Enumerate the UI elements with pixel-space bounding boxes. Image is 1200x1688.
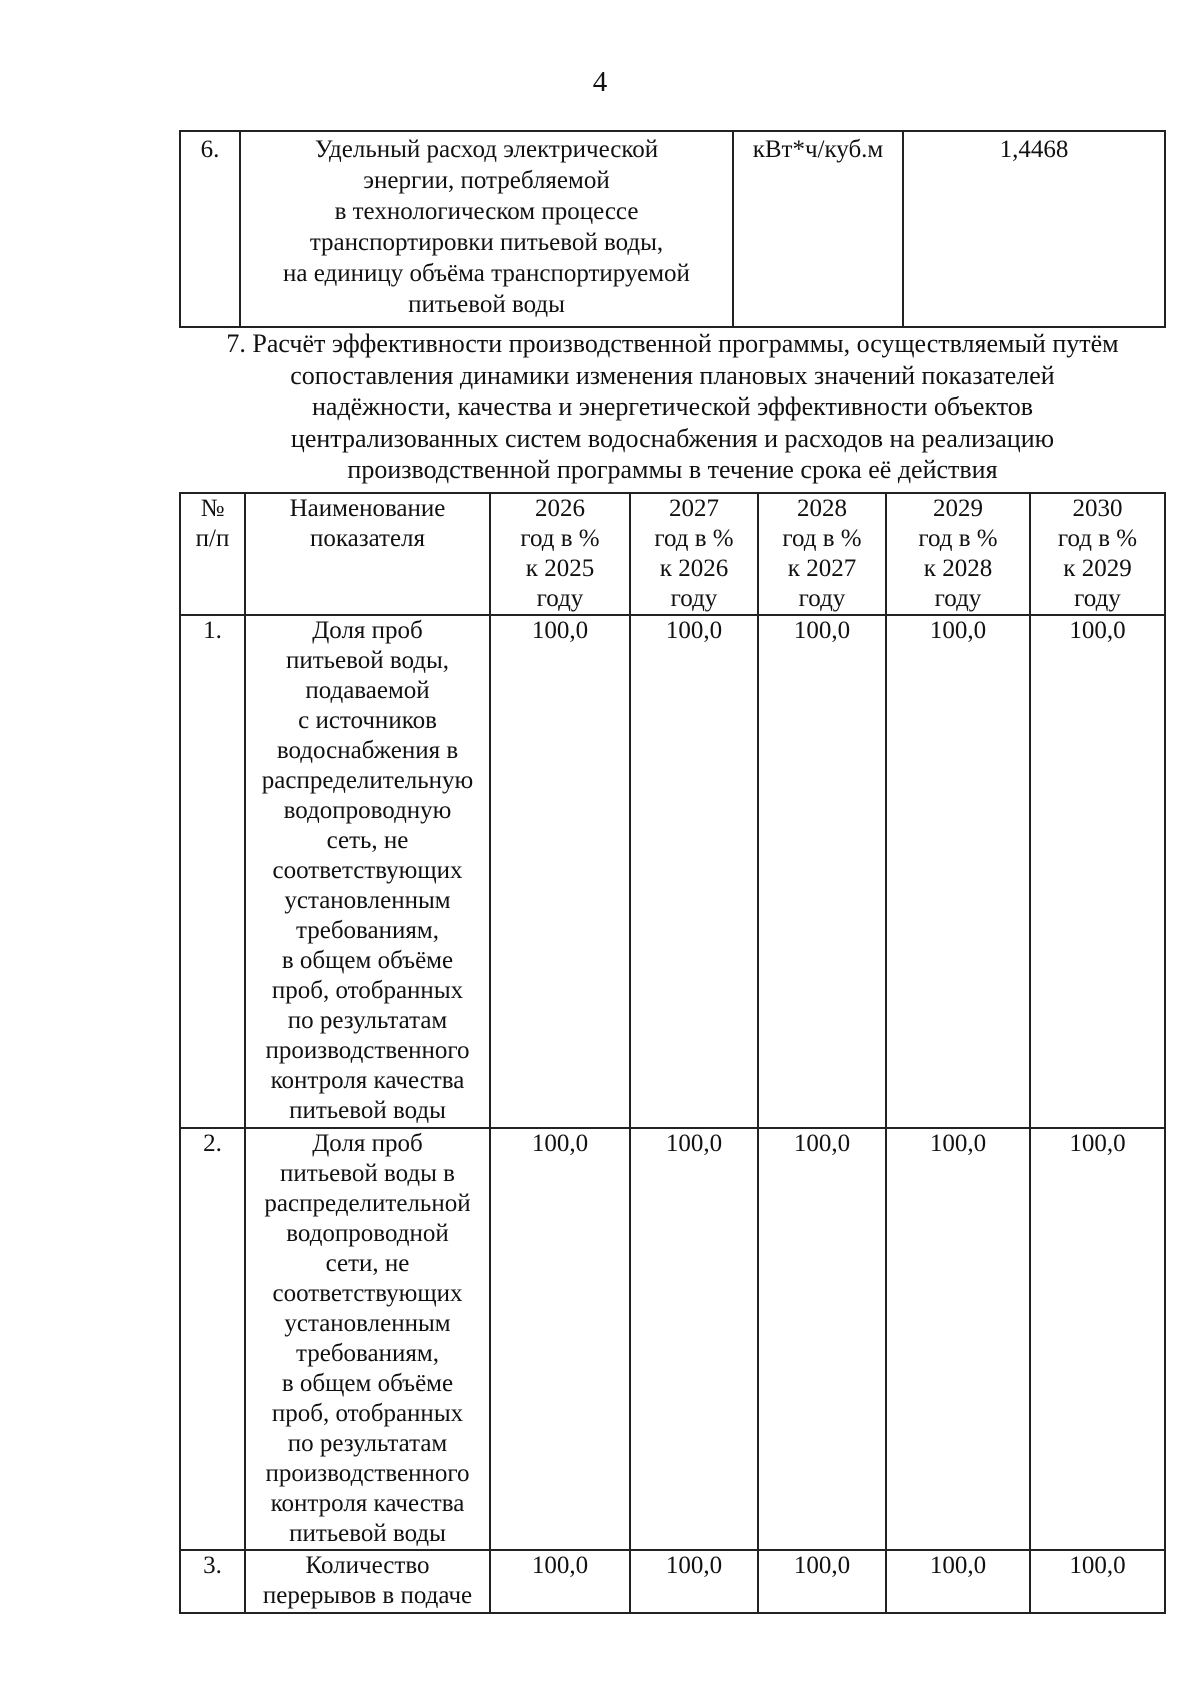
header-year-2028 [758,493,886,615]
unit-of-measure: кВт*ч/куб.м [733,131,903,327]
table-row [180,1128,1165,1550]
indicator-name-line: распределительной [264,1190,471,1217]
header-year-2027 [630,493,758,615]
indicator-name-line: питьевой воды в [280,1160,455,1187]
value-2028: 100,0 [758,615,886,1128]
indicator-name-line: водоснабжения в [276,737,459,764]
header-year-line: 2029 [933,495,983,522]
indicator-name-line: в общем объёме [281,1370,454,1397]
section-heading-line: 7. Расчёт эффективности производственной программы, осуществляемый путём [226,329,1119,358]
header-number-line: № [200,495,225,522]
indicator-name-line: с источников [298,707,437,734]
header-year-line: году [670,585,718,612]
header-year-line: 2027 [669,495,719,522]
indicator-name-line: Удельный расход электрической [314,136,659,163]
indicator-name-line: проб, отобранных [271,1400,464,1427]
indicator-name-line: по результатам [287,1430,448,1457]
indicator-name-line: Доля проб [312,1130,423,1157]
indicator-table-continuation [179,130,1166,328]
indicator-name-line: распределительную [261,767,474,794]
indicator-name-line: требованиям, [296,1340,439,1367]
row-number: 6. [180,131,240,327]
value-2030: 100,0 [1030,615,1165,1128]
header-year-line: год в % [520,525,600,552]
value-2028: 100,0 [758,1128,886,1550]
table-row [180,1550,1165,1613]
header-year-line: году [798,585,846,612]
table-row [180,615,1165,1128]
section-heading-line: сопоставления динамики изменения плановых значений показателей [290,360,1055,390]
indicator-name-line: Количество [305,1552,430,1579]
header-year-line: год в % [654,525,734,552]
value-2028: 100,0 [758,1550,886,1613]
indicator-name-line: контроля качества [270,1490,465,1517]
header-name-line: показателя [309,525,426,552]
indicator-name-line: требованиям, [296,917,439,944]
value-2027: 100,0 [630,1550,758,1613]
indicator-name-line: питьевой воды, [285,647,450,674]
header-year-line: к 2027 [787,555,857,582]
section-heading-line: производственной программы в течение срока её действия [347,455,998,484]
header-number-line: п/п [195,525,230,552]
row-number: 2. [180,1128,245,1550]
indicator-name-line: перерывов в подаче [262,1582,473,1609]
indicator-name-line: транспортировки питьевой воды, [309,229,664,256]
indicator-name-line: подаваемой [305,677,430,704]
efficiency-table [179,492,1166,1614]
indicator-name [245,1128,490,1550]
indicator-name-line: водопроводную [283,797,452,824]
value-2029: 100,0 [886,615,1030,1128]
header-year-line: 2030 [1072,495,1123,522]
indicator-name-line: сеть, не [326,827,409,854]
indicator-name-line: производственного [265,1460,470,1487]
indicator-name-line: Доля проб [312,617,423,644]
page-number: 4 [592,66,608,98]
indicator-name-line: в общем объёме [281,947,454,974]
indicator-name [240,131,733,327]
indicator-name-line: сети, не [325,1250,410,1277]
header-year-line: год в % [918,525,998,552]
value-2030: 100,0 [1030,1550,1165,1613]
indicator-name-line: проб, отобранных [271,977,464,1004]
header-year-line: году [1074,585,1121,612]
indicator-name-line: на единицу объёма транспортируемой [283,260,690,287]
header-name [245,493,490,615]
section-heading-line: надёжности, качества и энергетической эффективности объектов [311,392,1034,421]
value-2026: 100,0 [490,1128,630,1550]
header-year-2030 [1030,493,1165,615]
header-number [180,493,245,615]
indicator-name-line: установленным [284,887,451,914]
indicator-name [245,1550,490,1613]
indicator-name-line: энергии, потребляемой [363,167,610,194]
row-number: 3. [180,1550,245,1613]
section-heading-line: централизованных систем водоснабжения и расходов на реализацию [290,423,1055,453]
value-2027: 100,0 [630,615,758,1128]
indicator-name-line: контроля качества [270,1067,465,1094]
indicator-name-line: соответствующих [272,857,463,884]
indicator-name-line: по результатам [287,1007,448,1034]
indicator-value: 1,4468 [903,131,1165,327]
indicator-name-line: питьевой воды [408,291,565,318]
header-year-2029 [886,493,1030,615]
section-heading [180,328,1165,486]
value-2027: 100,0 [630,1128,758,1550]
indicator-name-line: водопроводной [286,1220,449,1247]
header-year-line: 2028 [797,495,847,522]
header-year-line: год в % [782,525,862,552]
value-2026: 100,0 [490,1550,630,1613]
indicator-name-line: питьевой воды [289,1520,446,1547]
header-year-line: году [934,585,982,612]
indicator-name-line: производственного [265,1037,470,1064]
value-2030: 100,0 [1030,1128,1165,1550]
row-number: 1. [180,615,245,1128]
header-year-line: год в % [1057,525,1138,552]
indicator-name-line: питьевой воды [289,1097,446,1124]
header-year-line: к 2029 [1063,555,1132,582]
table-header-row [180,493,1165,615]
header-year-line: к 2026 [659,555,729,582]
header-year-line: году [536,585,584,612]
table-row [180,131,1165,327]
indicator-name-line: установленным [284,1310,451,1337]
indicator-name-line: соответствующих [272,1280,463,1307]
value-2029: 100,0 [886,1128,1030,1550]
value-2029: 100,0 [886,1550,1030,1613]
indicator-name [245,615,490,1128]
header-year-line: 2026 [535,495,585,522]
header-year-2026 [490,493,630,615]
header-name-line: Наименование [289,495,446,522]
indicator-name-line: в технологическом процессе [334,198,639,225]
value-2026: 100,0 [490,615,630,1128]
header-year-line: к 2028 [923,555,993,582]
header-year-line: к 2025 [525,555,595,582]
